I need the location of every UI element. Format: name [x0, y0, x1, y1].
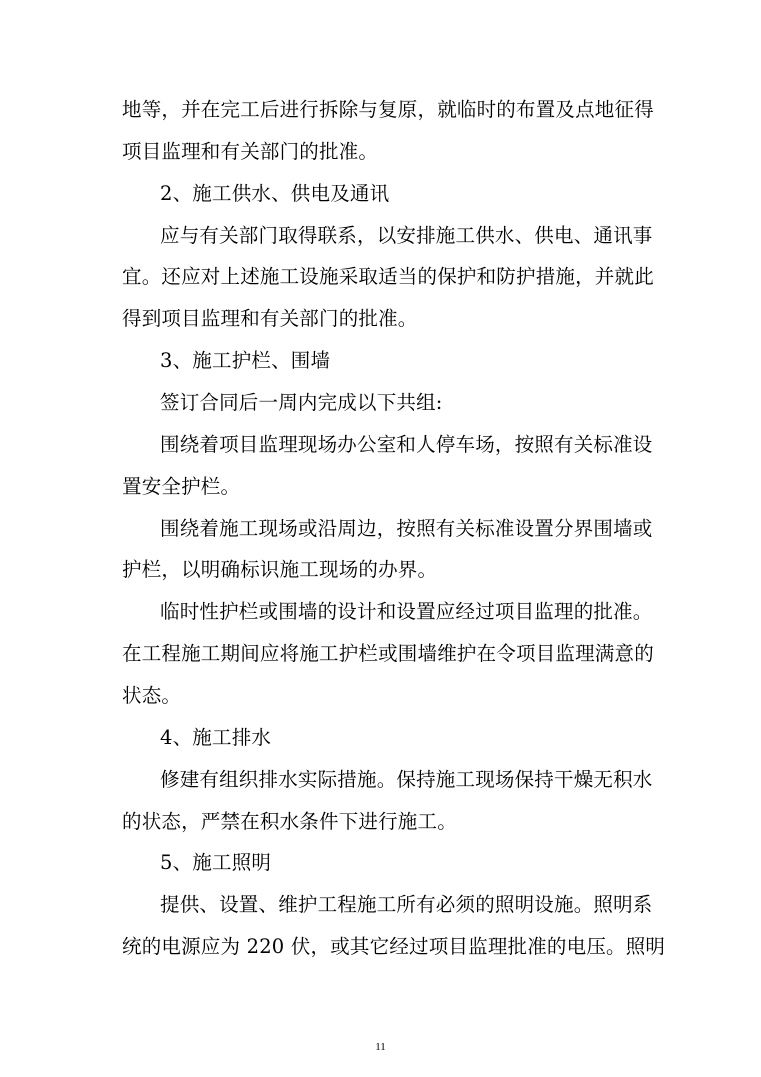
paragraph-line-10: 护栏，以明确标识施工现场的办界。 — [122, 558, 438, 581]
paragraph-line-1: 地等，并在完工后进行拆除与复原，就临时的布置及点地征得 — [122, 98, 654, 121]
paragraph-line-17: 统的电源应为 220 伏，或其它经过项目监理批准的电压。照明 — [122, 935, 666, 958]
section-heading-2: 2、施工供水、供电及通讯 — [160, 182, 390, 205]
paragraph-line-4: 宜。还应对上述施工设施采取适当的保护和防护措施，并就此 — [122, 265, 654, 288]
paragraph-line-3: 应与有关部门取得联系，以安排施工供水、供电、通讯事 — [160, 224, 653, 247]
paragraph-line-14: 修建有组织排水实际措施。保持施工现场保持干燥无积水 — [160, 768, 653, 791]
section-heading-3: 3、施工护栏、围墙 — [160, 349, 331, 372]
paragraph-line-6: 签订合同后一周内完成以下共组: — [160, 391, 443, 414]
paragraph-line-8: 置安全护栏。 — [122, 475, 241, 498]
paragraph-line-7: 围绕着项目监理现场办公室和人停车场，按照有关标准设 — [160, 433, 653, 456]
section-heading-5: 5、施工照明 — [160, 851, 272, 874]
paragraph-line-5: 得到项目监理和有关部门的批准。 — [122, 307, 418, 330]
paragraph-line-16: 提供、设置、维护工程施工所有必须的照明设施。照明系 — [160, 893, 653, 916]
paragraph-line-9: 围绕着施工现场或沿周边，按照有关标准设置分界围墙或 — [160, 517, 653, 540]
paragraph-line-12: 在工程施工期间应将施工护栏或围墙维护在令项目监理满意的 — [122, 642, 654, 665]
paragraph-line-13: 状态。 — [122, 684, 182, 707]
section-heading-4: 4、施工排水 — [160, 726, 272, 749]
paragraph-line-15: 的状态，严禁在积水条件下进行施工。 — [122, 810, 457, 833]
paragraph-line-11: 临时性护栏或围墙的设计和设置应经过项目监理的批准。 — [160, 600, 653, 623]
paragraph-line-2: 项目监理和有关部门的批准。 — [122, 140, 379, 163]
page-number: 11 — [375, 1041, 386, 1053]
